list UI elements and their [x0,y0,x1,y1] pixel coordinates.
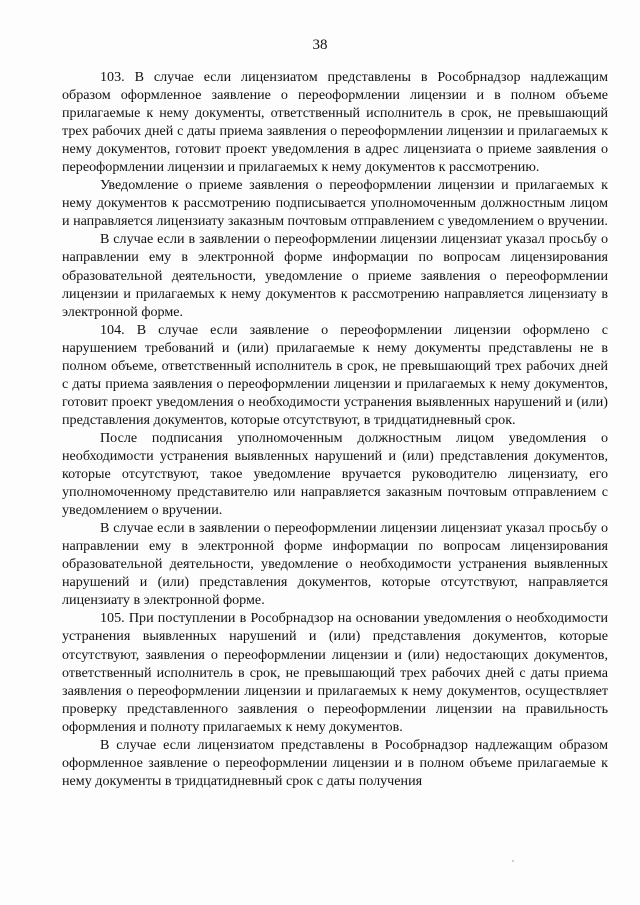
paragraph-electronic-violation: В случае если в заявлении о переоформлении лицензии лицензиат указал просьбу о направлении ему в электронной форме информации по вопросам лицензирования образовательной деятельности, уведомление о необходимости устранения выявленных нарушений и (или) представления документов, которые отсутствуют, направляется лицензиату в электронной форме. [62,520,608,609]
paragraph-continued: В случае если лицензиатом представлены в Рособрнадзор надлежащим образом оформленное заявление о переоформлении лицензии и в полном объеме прилагаемые к нему документы в тридцатидневный срок с даты получения [62,736,608,789]
paragraph-electronic-acceptance: В случае если в заявлении о переоформлении лицензии лицензиат указал просьбу о направлении ему в электронной форме информации по вопросам лицензирования образовательной деятельности, уведомление о приеме заявления о переоформлении лицензии и прилагаемых к нему документов к рассмотрению направляется лицензиату в электронной форме. [62,231,608,320]
scan-speck [512,860,514,862]
paragraph-acceptance-notice: Уведомление о приеме заявления о переоформлении лицензии и прилагаемых к нему документов к рассмотрению подписывается уполномоченным должностным лицом и направляется лицензиату заказным почтовым отправлением с уведомлением о вручении. [62,177,608,230]
paragraph-violation-notice: После подписания уполномоченным должностным лицом уведомления о необходимости устранения выявленных нарушений и (или) представления документов, которые отсутствуют, такое уведомление вручается руководителю лицензиату, его уполномоченному представителю или направляется заказным почтовым отправлением с уведомлением о вручении. [62,429,608,519]
document-body [62,68,608,790]
paragraph-105: 105. При поступлении в Рособрнадзор на основании уведомления о необходимости устранения выявленных нарушений и (или) представления документов, которые отсутствуют, заявления о переоформлении лицензии и (или) недостающих документов, ответственный исполнитель в срок, не превышающий трех рабочих дней с даты приема заявления о переоформлении лицензии и прилагаемых к нему документов, осуществляет проверку представленного заявления о переоформлении лицензии на правильность оформления и полноту прилагаемых к нему документов. [62,610,608,735]
paragraph-104: 104. В случае если заявление о переоформлении лицензии оформлено с нарушением требований и (или) прилагаемые к нему документы представлены не в полном объеме, ответственный исполнитель в срок, не превышающий трех рабочих дней с даты приема заявления о переоформлении лицензии и прилагаемых к нему документов, готовит проект уведомления о необходимости устранения выявленных нарушений и (или) представления документов, которые отсутствуют, в тридцатидневный срок. [62,321,608,428]
page-number: 38 [312,37,328,53]
paragraph-103: 103. В случае если лицензиатом представлены в Рособрнадзор надлежащим образом оформленное заявление о переоформлении лицензии и в полном объеме прилагаемые к нему документы, ответственный исполнитель в срок, не превышающий трех рабочих дней с даты приема заявления о переоформлении лицензии и прилагаемых к нему документов, готовит проект уведомления в адрес лицензиата о приеме заявления о переоформлении лицензии и прилагаемых к нему документов к рассмотрению. [62,69,608,176]
